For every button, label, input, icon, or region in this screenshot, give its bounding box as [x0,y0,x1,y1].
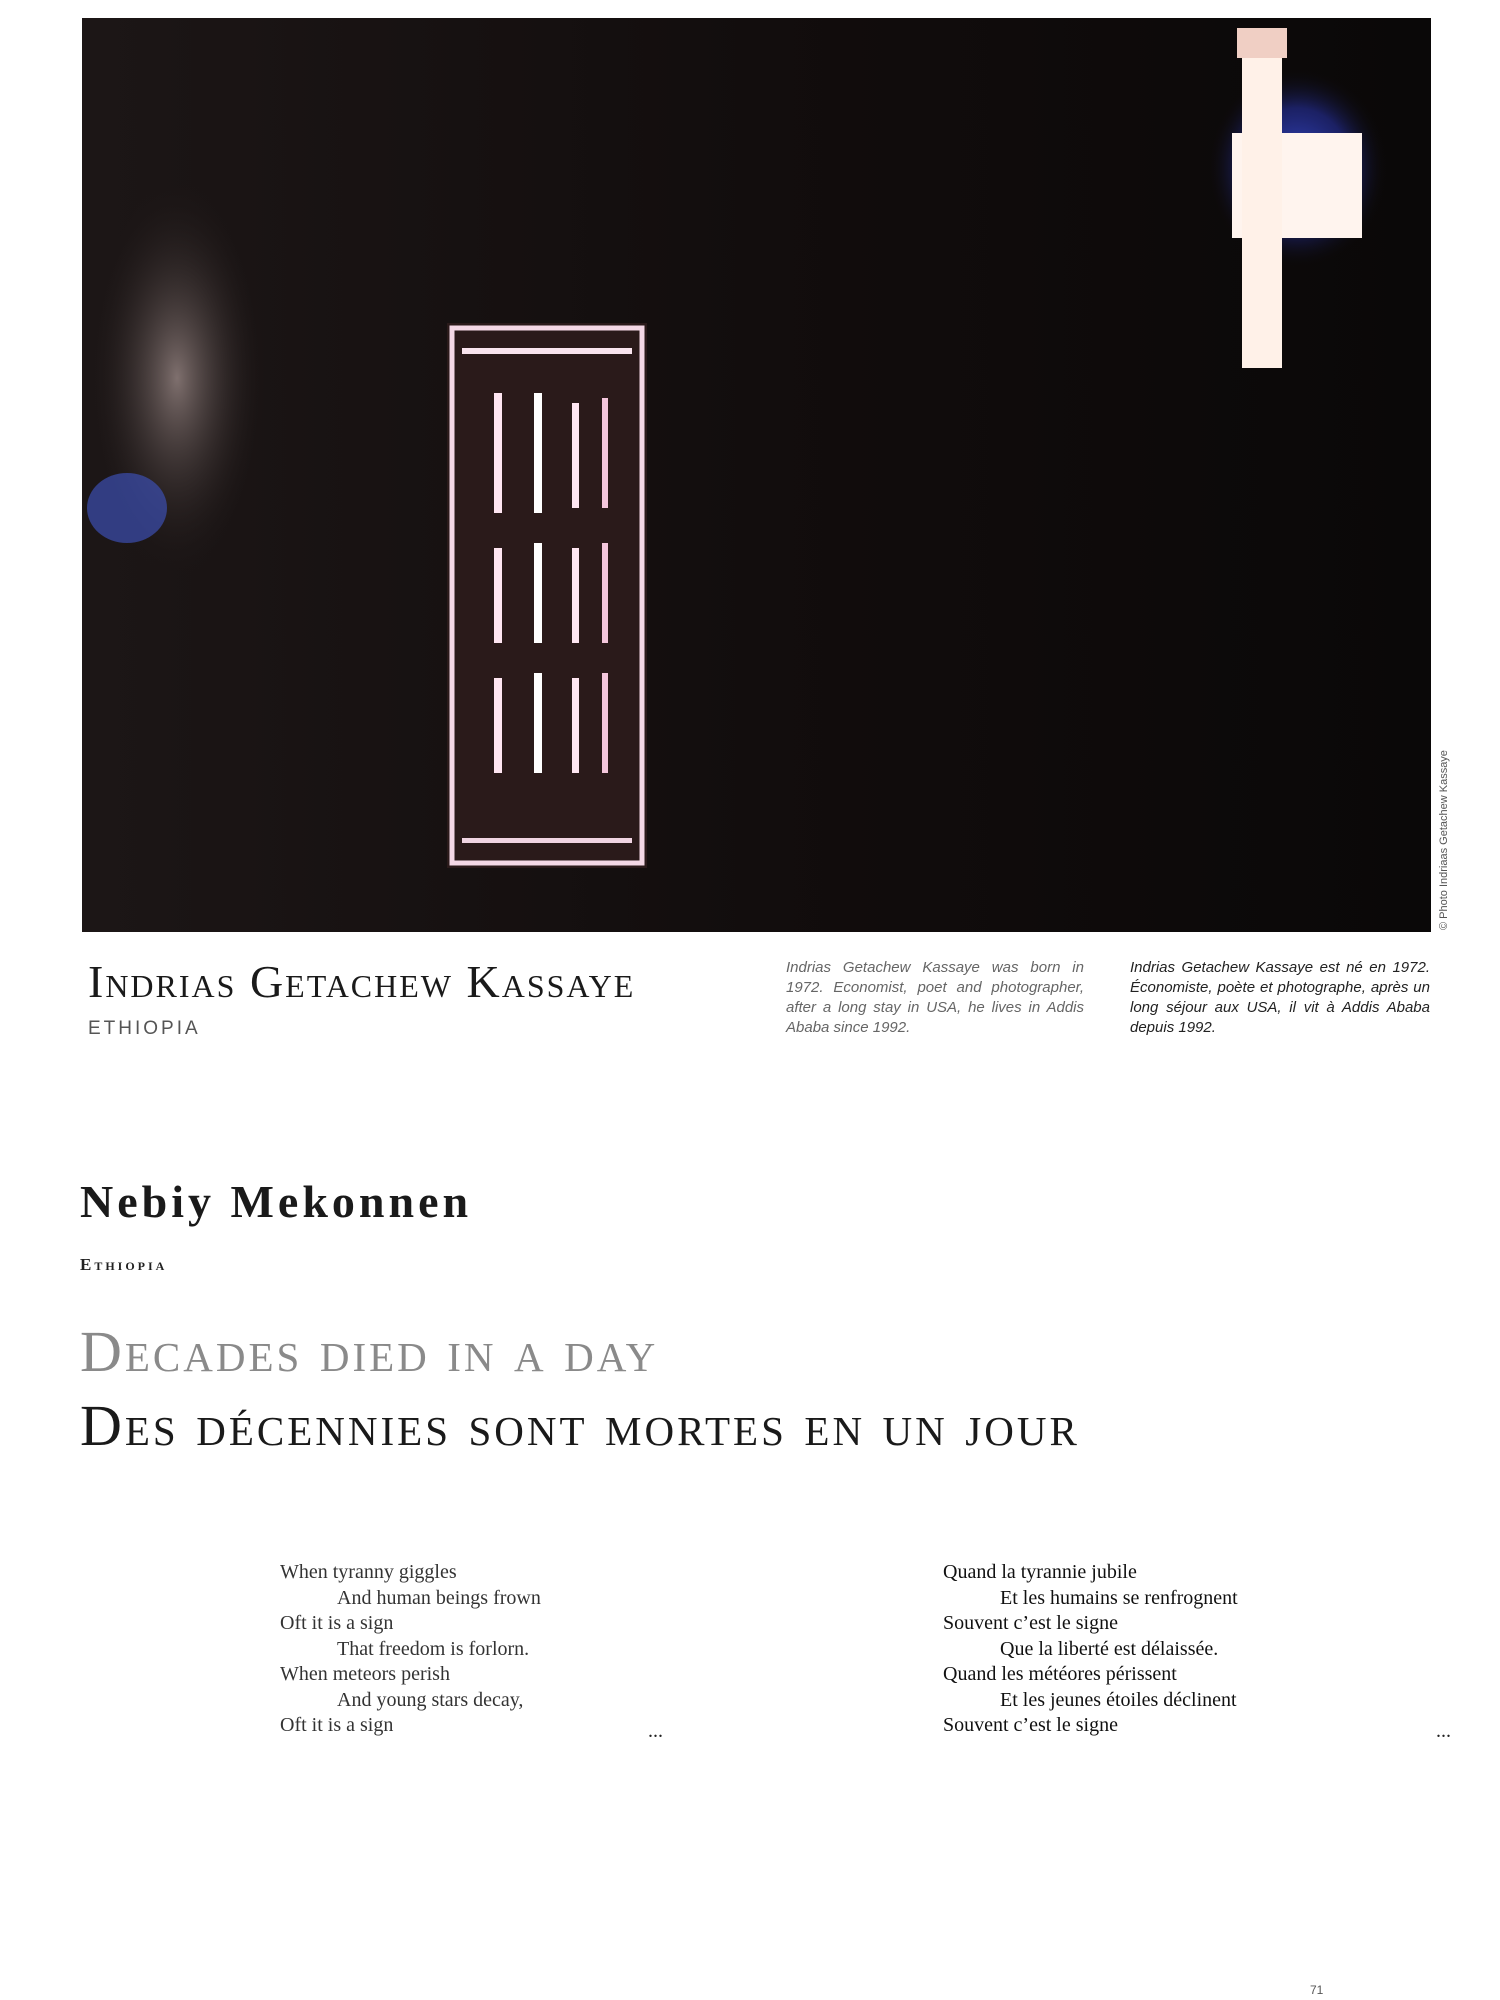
artist-bio-english: Indrias Getachew Kassaye was born in 1972. Economist, poet and photographer, after a long stay in USA, he lives in Addis Ababa since 1992. [786,959,1084,1036]
poem-title-french: Des décennies sont mortes en un jour [80,1393,1080,1458]
poem-line: Et les humains se renfrognent [1000,1586,1238,1609]
poem-line: Oft it is a sign [280,1612,394,1634]
poem-line: When meteors perish [280,1663,450,1685]
poem-french [943,1560,1238,1739]
poet-name: Nebiy Mekonnen [80,1176,473,1227]
poem-line: And young stars decay, [337,1688,524,1711]
poem-line: Et les jeunes étoiles déclinent [1000,1688,1237,1711]
poem-line: That freedom is forlorn. [337,1637,530,1660]
poem-title-english: Decades died in a day [80,1319,659,1384]
artist-bio-french: Indrias Getachew Kassaye est né en 1972. Économiste, poète et photographe, après un long séjour aux USA, il vit à Addis Ababa depuis 1992. [1130,959,1430,1036]
dark-interior-photo [82,18,1431,932]
poem-line: Quand la tyrannie jubile [943,1561,1137,1583]
poem-line: Souvent c’est le signe [943,1714,1118,1736]
poem-line: Oft it is a sign [280,1714,394,1736]
artist-name: Indrias Getachew Kassaye [88,956,636,1007]
poem-french-continuation: ... [1436,1720,1451,1742]
poem-line: Que la liberté est délaissée. [1000,1637,1219,1660]
artist-country: ETHIOPIA [88,1018,201,1039]
page-number: 71 [1310,1983,1324,1997]
poem-english-continuation: ... [648,1720,663,1742]
poem-line: And human beings frown [337,1586,541,1609]
cover-photo [82,18,1431,932]
poem-english [280,1560,541,1739]
poem-line: Quand les météores périssent [943,1663,1177,1685]
poem-line: Souvent c’est le signe [943,1612,1118,1634]
poem-line: When tyranny giggles [280,1561,457,1583]
poet-country: Ethiopia [80,1255,168,1274]
photo-credit: © Photo Indriaas Getachew Kassaye [1438,750,1450,930]
